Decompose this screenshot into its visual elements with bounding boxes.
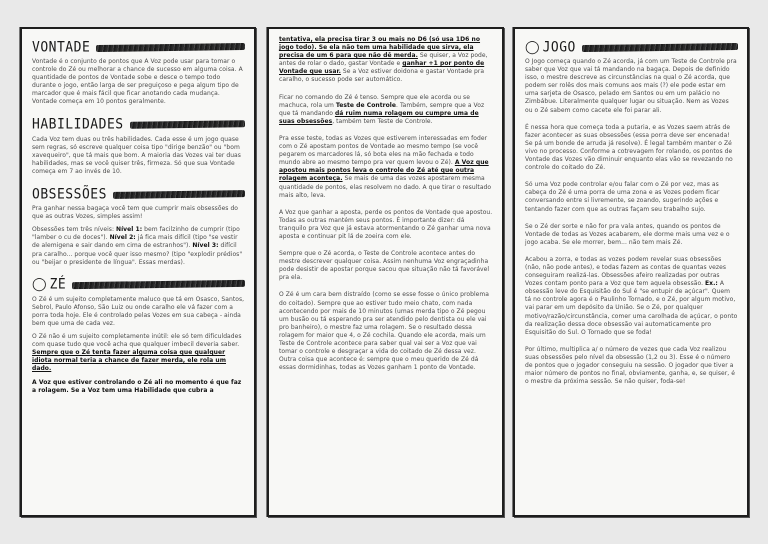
jogo-text-3: Só uma Voz pode controlar e/ou falar com o Zé por vez, mas as cabeça do Zé é uma porra de uma zona e as Vozes podem ficar conversando entre si livremente, se zoando, sugerindo ações e tentando fazer com que as outras façam seu trabalho sujo. xyxy=(525,181,720,213)
ze-text-3-bold: A Voz que estiver controlando o Zé ali no momento é que faz a rolagem. Se a Voz tem uma Habilidade que cubra a xyxy=(32,378,242,394)
page-column-3 xyxy=(513,27,749,517)
wake-test-text: Sempre que o Zé acorda, o Teste de Controle acontece antes do mestre descrever qualquer coisa. Assim nenhuma Voz engraçadinha pode desistir de apostar porque sacou que situação não tá favorável pra ela. xyxy=(279,250,490,282)
bet-a: Pra esse teste, todas as Vozes que estiverem interessadas em foder com o Zé apostam pontos de Vontade ao mesmo tempo (se você pegarem os marcadores lá, só bota eles na mão fechada e todo mundo abre ao mesmo tempo pra ver quem levou o Zé). xyxy=(279,134,488,167)
heading-scribble-bar xyxy=(113,190,245,199)
vontade-title: VONTADE xyxy=(32,38,91,56)
obsessoes-title: OBSESSÕES xyxy=(32,185,107,203)
jogo-text-5-a: Acabou a zorra, e todas as vozes podem revelar suas obsessões (não, não pode antes), e todas fazem as contas de quantas vezes conseguiram realizá-las. Obsessões afeiro realizadas por outras Vozes contam ponto para a Voz que tem aquela obsessão. xyxy=(525,255,727,288)
control-test-bold: dá ruim numa rolagem ou cumpre uma de suas obsessões xyxy=(279,109,479,125)
roll-rules-bold: tentativa, ela precisa tirar 3 ou mais no D6 (só usa 1D6 no jogo todo). Se ela não tem uma habilidade que sirva, ela precisa de um 6 para que não dê merda. xyxy=(279,36,481,60)
circle-icon: ◯ xyxy=(525,39,540,55)
ze-text-2-bold: Sempre que o Zé tenta fazer alguma coisa que qualquer idiota normal teria a chance de fazer merda, ele rola um dado. xyxy=(32,349,227,373)
bet-text xyxy=(279,135,493,200)
level-1-label: Nível 1: xyxy=(116,226,143,234)
level-3-text: difícil pra caralho... porque você quer isso mesmo? (tipo "explodir prédios" ou "beijar o presidente de língua". Essas merdas). xyxy=(32,242,243,266)
jogo-text-4: Se o Zé der sorte e não for pra vala antes, quando os pontos de Vontade de todas as Vozes acabarem, ele dorme mais uma vez e o jogo acaba. Se ele morrer, bem... não tem mais Zé. xyxy=(525,222,730,246)
roll-rules-bonus: ganhar +1 por ponto de Vontade que usar. xyxy=(279,60,485,76)
jogo-title: JOGO xyxy=(542,38,576,56)
nap-text: O Zé é um cara bem distraído (como se esse fosse o único problema do coitado). Sempre que ao estiver tudo meio chato, com nada acontecendo por mais de 10 minutos (umas merda tipo o Zé pegou um busão ou tá esperando pra ser atendido pelo dentista ou ele vai pro banheiro), o mestre faz uma rolagem. Se o resultado dessa rolagem for maior que 4, o Zé cochila. Quando ele acorda, mais um Teste de Controle acontece para saber qual vai ser a Voz que vai tomar o controle e desgraçar a vida do coitado de Zé dessa vez. Outra coisa que acontece é: sempre que o meu querido de Zé dá essas dormidinhas, todas as Vozes ganham 1 ponto de Vontade. xyxy=(279,291,490,372)
jogo-heading xyxy=(525,38,738,56)
roll-rules-d: Se a Voz estiver doidona e gastar Vontade pra caralho, o sucesso pode ser automático. xyxy=(279,68,485,84)
circle-icon: ◯ xyxy=(32,277,47,293)
level-2-label: Nível 2: xyxy=(109,234,136,242)
level-3-label: Nível 3: xyxy=(192,242,219,250)
roll-rules-text xyxy=(279,36,493,85)
obsessoes-heading xyxy=(32,185,245,203)
jogo-text-5-b: A obsessão leve do Esquisitão do Sul é "se entupir de açúcar". Quem tá no controle agora é o Paulinho Tornado, e o Zé, por algum motivo, vai parar em um depósito da União. Se o Zé, por qualquer motivo/razão/circunstância, comer uma carolhada de açúcar, o ponto da realização dessa doce obsessão vai automaticamente pro Esquisitão do Sul. O Tornado que se foda! xyxy=(525,280,738,336)
ze-text-2 xyxy=(32,333,245,373)
vontade-text: Vontade é o conjunto de pontos que A Voz pode usar para tomar o controle do Zé ou melhorar a chance de sucesso em alguma coisa. A quantidade de pontos de Vontade sobe e desce o tempo todo durante o jogo, então larga de ser preguiçoso e pega algum tipo de marcador que é mais fácil que ficar anotando cada mudança. Vontade começa em 10 pontos geralmente. xyxy=(32,58,243,106)
bet-result-text: A Voz que ganhar a aposta, perde os pontos de Vontade que apostou. Todas as outras mantém seus pontos. É importante dizer: dá tranquilo pra Voz que já estava atormentando o Zé ganhar uma nova aposta e continuar pit lá de zoeira com ele. xyxy=(279,208,493,240)
heading-scribble-bar xyxy=(72,280,245,289)
habilidades-title: HABILIDADES xyxy=(32,116,124,133)
ze-text-1: O Zé é um sujeito completamente maluco que tá em Osasco, Santos, Sebrol, Paulo Afonso, São Luiz ou onde caralho ele vá fazer com a porra toda hoje. Ele é controlado pelas Vozes em sua cabeça - ainda bem que uma de cada vez. xyxy=(32,295,245,327)
jogo-text-2: É nessa hora que começa toda a putaria, e as Vozes saem atrás de fazer acontecer as suas obsessões (essa porra deve ser encenada! Se pá um bonde de arruda já resolve). É legal também manter o Zé vivo no processo. Conforme a cotrevagem for rolando, os pontos de Vontade das Vozes vão diminuir enquanto elas vão se revezando no controle do coitado do Zé. xyxy=(525,123,733,172)
control-test-a: Ficar no comando do Zé é tenso. Sempre que ele acorda ou se machuca, rola um xyxy=(279,93,470,109)
level-2-text: já fica mais difícil (tipo "se vestir de alemigena e sair dando em cima de estranhos"). xyxy=(32,234,238,250)
jogo-text-5 xyxy=(525,256,738,337)
heading-scribble-bar xyxy=(582,42,738,51)
jogo-text-1: O Jogo começa quando o Zé acorda, já com um Teste de Controle pra saber que Voz que vai tá mandando na bagaça. Depois de definido isso, o mestre descreve as circunstâncias na qual o Zé acorda, que podem ser rolês dos mais comuns aos mais (?) ele pode estar em uma sarjeta de Osasco, pelado em Santos ou em um palácio no Zimbábue. Literalmente qualquer lugar ou situação. Nem as Vozes ou o Zé sabem como cacete ele foi parar ali. xyxy=(525,58,737,114)
habilidades-text: Cada Voz tem duas ou três habilidades. Cada esse é um jogo quase sem regras, só escreve qualquer coisa tipo "dirige benzão" ou "bom xavequeiro", que tá mais que bom. A maioria das Vozes vai ter duas habilidades, mas se você quiser três, firmeza. Só que sua Vontade começa em 7 ao invés de 10. xyxy=(32,135,241,175)
obsessoes-text-1: Pra ganhar nessa bagaça você tem que cumprir mais obsessões do que as outras Vozes, simples assim! xyxy=(32,205,239,221)
control-test-text xyxy=(279,94,493,126)
control-test-c: . Também, sempre que a Voz que tá mandando xyxy=(279,101,485,117)
roll-rules-a: Se quiser, a Voz pode, antes de rolar o dado, gastar Vontade e xyxy=(279,52,488,68)
page-column-2 xyxy=(267,27,504,517)
bet-bold: A Voz que apostou mais pontos leva o controle do Zé até que outra rolagem aconteça. xyxy=(279,159,489,183)
bet-c: Se mais de uma das vozes apostarem mesma quantidade de pontos, elas resolvem no dado. A que tirar o resultado mais alto, leva. xyxy=(279,175,492,199)
ze-text-3 xyxy=(32,379,245,395)
heading-scribble-bar xyxy=(96,42,245,51)
level-1-text: bem facilzinho de cumprir (tipo "lamber o cu de doces"). xyxy=(32,226,240,242)
obsessoes-text-2 xyxy=(32,226,245,266)
ze-text-2-a: O Zé não é um sujeito completamente inútil: ele só tem dificuldades com quase tudo que você acha que qualquer imbecil deveria saber. xyxy=(32,333,242,349)
control-test-e: , também tem Teste de Controle. xyxy=(332,117,433,125)
habilidades-heading xyxy=(32,116,245,134)
control-test-label: Teste de Controle xyxy=(335,101,397,109)
obsessoes-levels-intro: Obsessões tem três níveis: xyxy=(32,226,116,234)
vontade-heading xyxy=(32,38,245,56)
ze-title: ZÉ xyxy=(49,276,67,293)
heading-scribble-bar xyxy=(130,120,245,129)
page-column-1 xyxy=(20,27,256,517)
jogo-text-6: Por último, multiplica a/ o número de vezes que cada Voz realizou suas obsessões pelo nível da obsessão (1,2 ou 3). Esse é o número de pontos que o jogador conseguiu na sessão. O jogador que tiver a maior número de pontos no final, obviamente, ganha, e, se quiser, é o mestre da próxima sessão. Se não quiser, foda-se! xyxy=(525,345,735,386)
ze-heading xyxy=(32,276,245,294)
example-label: Ex.: xyxy=(705,280,718,288)
